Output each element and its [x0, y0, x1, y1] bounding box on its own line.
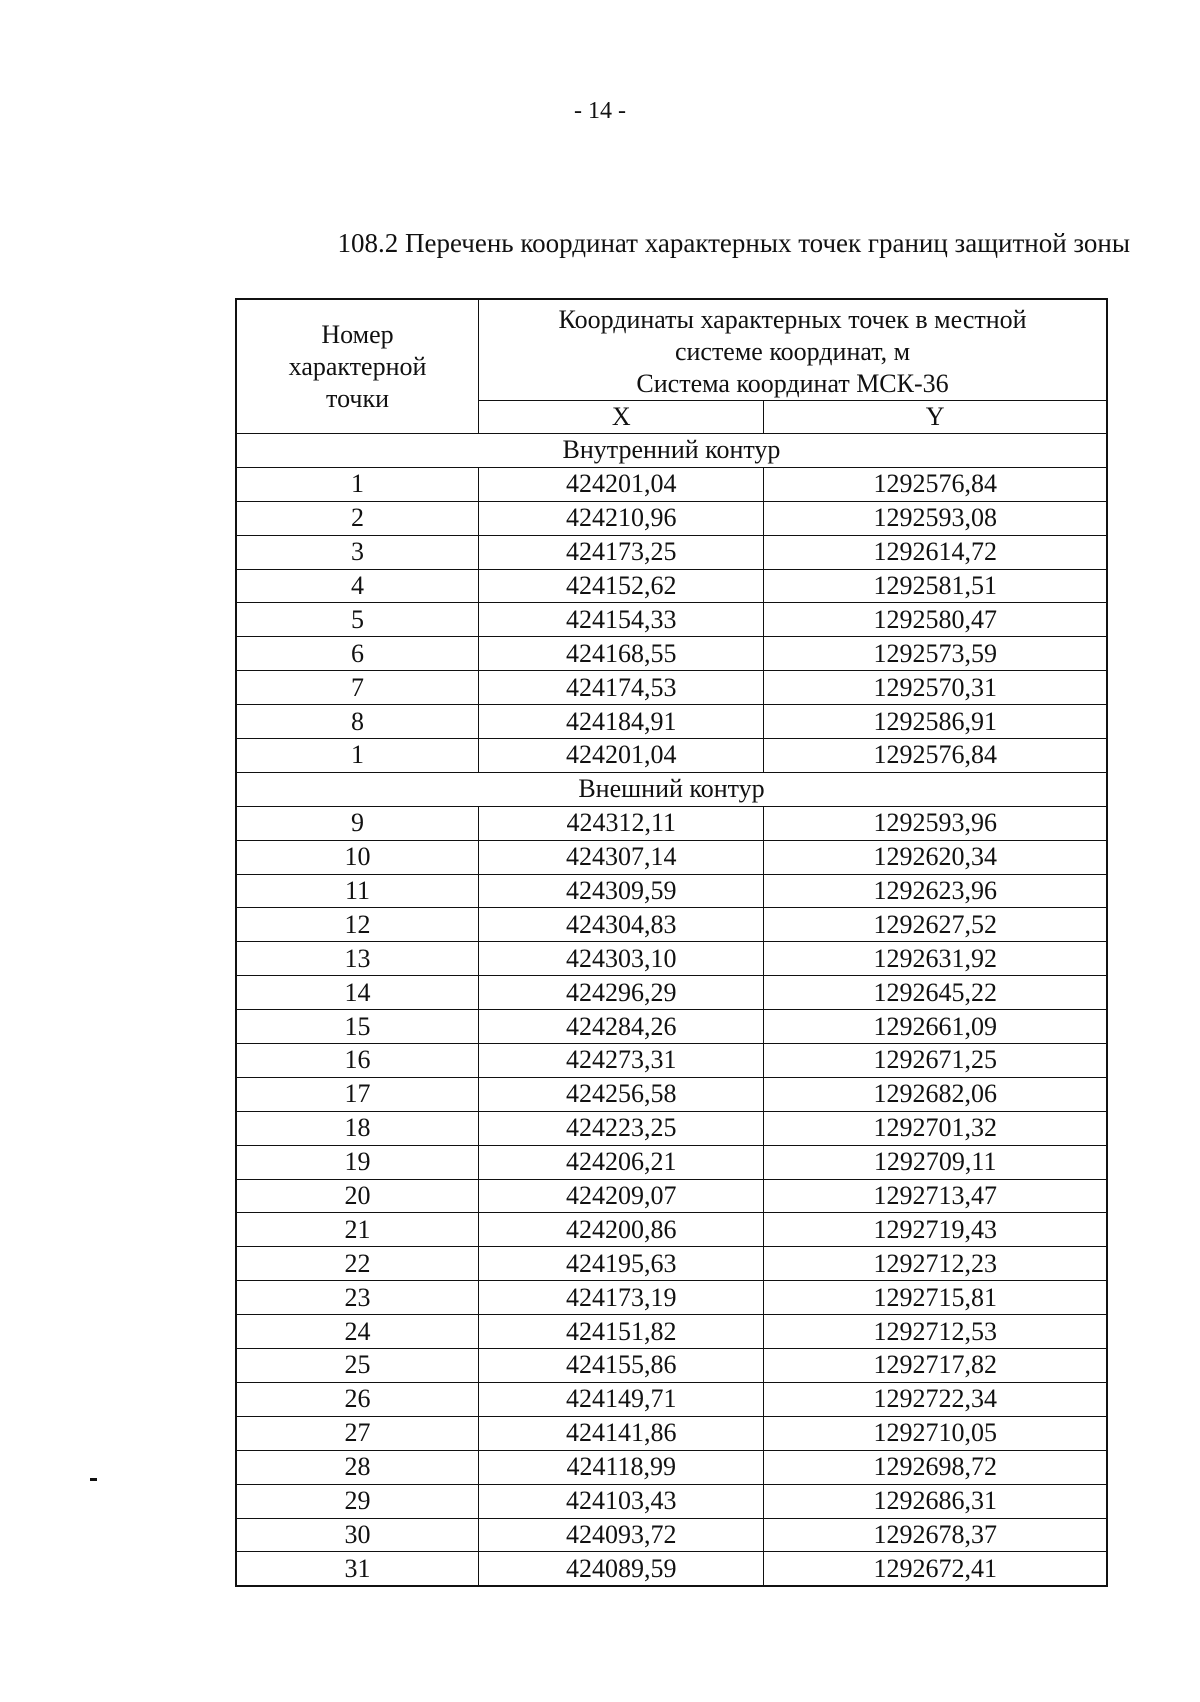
y-coordinate-cell: 1292722,34: [764, 1382, 1107, 1416]
y-coordinate-cell: 1292678,37: [764, 1518, 1107, 1552]
table-body: [236, 434, 1107, 1586]
x-coordinate-cell: 424296,29: [479, 976, 764, 1010]
point-number-cell: 14: [236, 976, 479, 1010]
coordinates-header-line-2: системе координат, м: [674, 337, 911, 366]
y-coordinate-cell: 1292576,84: [764, 739, 1107, 773]
y-coordinate-cell: 1292573,59: [764, 637, 1107, 671]
table-row: [236, 1382, 1107, 1416]
table-row: [236, 874, 1107, 908]
y-coordinate-cell: 1292710,05: [764, 1416, 1107, 1450]
x-coordinate-cell: 424103,43: [479, 1484, 764, 1518]
x-coordinate-cell: 424201,04: [479, 467, 764, 501]
table-row: [236, 535, 1107, 569]
point-number-cell: 22: [236, 1247, 479, 1281]
table-row: [236, 1213, 1107, 1247]
x-coordinate-cell: 424284,26: [479, 1010, 764, 1044]
point-number-cell: 6: [236, 637, 479, 671]
y-coordinate-cell: 1292570,31: [764, 671, 1107, 705]
point-number-cell: 3: [236, 535, 479, 569]
point-number-cell: 25: [236, 1349, 479, 1383]
point-number-header: Номер характерной точки: [236, 299, 479, 434]
y-coordinate-cell: 1292614,72: [764, 535, 1107, 569]
point-number-cell: 1: [236, 739, 479, 773]
coordinates-header-line-1: Координаты характерных точек в местной: [558, 305, 1027, 334]
y-coordinate-cell: 1292686,31: [764, 1484, 1107, 1518]
point-number-cell: 30: [236, 1518, 479, 1552]
x-coordinate-cell: 424210,96: [479, 501, 764, 535]
x-coordinate-cell: 424307,14: [479, 840, 764, 874]
point-number-cell: 23: [236, 1281, 479, 1315]
y-coordinate-cell: 1292717,82: [764, 1349, 1107, 1383]
table-row: [236, 1179, 1107, 1213]
point-number-cell: 21: [236, 1213, 479, 1247]
point-number-cell: 16: [236, 1044, 479, 1078]
x-coordinate-cell: 424223,25: [479, 1111, 764, 1145]
x-coordinate-cell: 424209,07: [479, 1179, 764, 1213]
table-header: [236, 299, 1107, 434]
x-coordinate-cell: 424184,91: [479, 705, 764, 739]
x-coordinate-cell: 424200,86: [479, 1213, 764, 1247]
y-coordinate-cell: 1292576,84: [764, 467, 1107, 501]
section-row: [236, 772, 1107, 806]
y-coordinate-cell: 1292701,32: [764, 1111, 1107, 1145]
table-row: [236, 908, 1107, 942]
y-coordinate-cell: 1292586,91: [764, 705, 1107, 739]
point-number-cell: 28: [236, 1450, 479, 1484]
y-coordinate-cell: 1292593,08: [764, 501, 1107, 535]
table-row: [236, 467, 1107, 501]
x-coordinate-cell: 424273,31: [479, 1044, 764, 1078]
x-coordinate-cell: 424149,71: [479, 1382, 764, 1416]
table-row: [236, 739, 1107, 773]
table-row: [236, 976, 1107, 1010]
table-row: [236, 1518, 1107, 1552]
table-row: [236, 671, 1107, 705]
y-coordinate-cell: 1292661,09: [764, 1010, 1107, 1044]
margin-mark: [90, 1478, 97, 1481]
x-coordinate-cell: 424303,10: [479, 942, 764, 976]
coordinates-table: [235, 298, 1108, 1587]
y-coordinate-cell: 1292715,81: [764, 1281, 1107, 1315]
y-coordinate-cell: 1292631,92: [764, 942, 1107, 976]
y-coordinate-cell: 1292672,41: [764, 1552, 1107, 1586]
y-coordinate-cell: 1292627,52: [764, 908, 1107, 942]
table-row: [236, 1111, 1107, 1145]
y-coordinate-cell: 1292698,72: [764, 1450, 1107, 1484]
x-column-header: X: [479, 401, 764, 434]
y-coordinate-cell: 1292709,11: [764, 1145, 1107, 1179]
table-row: [236, 942, 1107, 976]
table-row: [236, 1349, 1107, 1383]
table-row: [236, 705, 1107, 739]
y-coordinate-cell: 1292712,53: [764, 1315, 1107, 1349]
table-row: [236, 806, 1107, 840]
y-coordinate-cell: 1292682,06: [764, 1077, 1107, 1111]
point-number-cell: 31: [236, 1552, 479, 1586]
x-coordinate-cell: 424154,33: [479, 603, 764, 637]
table-row: [236, 1281, 1107, 1315]
table-row: [236, 1450, 1107, 1484]
y-coordinate-cell: 1292581,51: [764, 569, 1107, 603]
point-number-cell: 15: [236, 1010, 479, 1044]
table-row: [236, 569, 1107, 603]
y-column-header: Y: [764, 401, 1107, 434]
x-coordinate-cell: 424201,04: [479, 739, 764, 773]
x-coordinate-cell: 424168,55: [479, 637, 764, 671]
point-number-cell: 11: [236, 874, 479, 908]
x-coordinate-cell: 424151,82: [479, 1315, 764, 1349]
section-title: Внешний контур: [236, 772, 1107, 806]
point-number-cell: 27: [236, 1416, 479, 1450]
point-number-cell: 4: [236, 569, 479, 603]
table-row: [236, 1552, 1107, 1586]
coordinates-header: [479, 299, 1107, 401]
y-coordinate-cell: 1292671,25: [764, 1044, 1107, 1078]
table-row: [236, 1247, 1107, 1281]
x-coordinate-cell: 424118,99: [479, 1450, 764, 1484]
document-title: 108.2 Перечень координат характерных точек границ защитной зоны: [337, 228, 1130, 258]
x-coordinate-cell: 424312,11: [479, 806, 764, 840]
point-number-cell: 26: [236, 1382, 479, 1416]
point-number-cell: 13: [236, 942, 479, 976]
y-coordinate-cell: 1292593,96: [764, 806, 1107, 840]
x-coordinate-cell: 424195,63: [479, 1247, 764, 1281]
x-coordinate-cell: 424152,62: [479, 569, 764, 603]
y-coordinate-cell: 1292623,96: [764, 874, 1107, 908]
x-coordinate-cell: 424141,86: [479, 1416, 764, 1450]
point-number-cell: 10: [236, 840, 479, 874]
section-row: [236, 434, 1107, 468]
table-row: [236, 1044, 1107, 1078]
y-coordinate-cell: 1292645,22: [764, 976, 1107, 1010]
point-number-cell: 2: [236, 501, 479, 535]
table-row: [236, 1010, 1107, 1044]
y-coordinate-cell: 1292620,34: [764, 840, 1107, 874]
table-row: [236, 1484, 1107, 1518]
x-coordinate-cell: 424173,19: [479, 1281, 764, 1315]
x-coordinate-cell: 424173,25: [479, 535, 764, 569]
point-number-cell: 1: [236, 467, 479, 501]
point-number-cell: 24: [236, 1315, 479, 1349]
y-coordinate-cell: 1292580,47: [764, 603, 1107, 637]
x-coordinate-cell: 424206,21: [479, 1145, 764, 1179]
y-coordinate-cell: 1292712,23: [764, 1247, 1107, 1281]
point-number-cell: 29: [236, 1484, 479, 1518]
table-row: [236, 603, 1107, 637]
point-number-cell: 9: [236, 806, 479, 840]
point-number-cell: 5: [236, 603, 479, 637]
point-number-cell: 17: [236, 1077, 479, 1111]
point-number-cell: 18: [236, 1111, 479, 1145]
x-coordinate-cell: 424093,72: [479, 1518, 764, 1552]
table-row: [236, 637, 1107, 671]
section-title: Внутренний контур: [236, 434, 1107, 468]
x-coordinate-cell: 424089,59: [479, 1552, 764, 1586]
table-row: [236, 840, 1107, 874]
x-coordinate-cell: 424155,86: [479, 1349, 764, 1383]
point-number-cell: 7: [236, 671, 479, 705]
x-coordinate-cell: 424256,58: [479, 1077, 764, 1111]
x-coordinate-cell: 424309,59: [479, 874, 764, 908]
x-coordinate-cell: 424304,83: [479, 908, 764, 942]
y-coordinate-cell: 1292713,47: [764, 1179, 1107, 1213]
page-number: - 14 -: [574, 98, 626, 124]
point-number-cell: 19: [236, 1145, 479, 1179]
y-coordinate-cell: 1292719,43: [764, 1213, 1107, 1247]
table-row: [236, 501, 1107, 535]
table-row: [236, 1145, 1107, 1179]
table-row: [236, 1077, 1107, 1111]
point-number-cell: 20: [236, 1179, 479, 1213]
x-coordinate-cell: 424174,53: [479, 671, 764, 705]
table-row: [236, 1315, 1107, 1349]
point-number-cell: 8: [236, 705, 479, 739]
table-row: [236, 1416, 1107, 1450]
point-number-cell: 12: [236, 908, 479, 942]
coordinates-header-line-3: Система координат МСК-36: [636, 369, 949, 398]
